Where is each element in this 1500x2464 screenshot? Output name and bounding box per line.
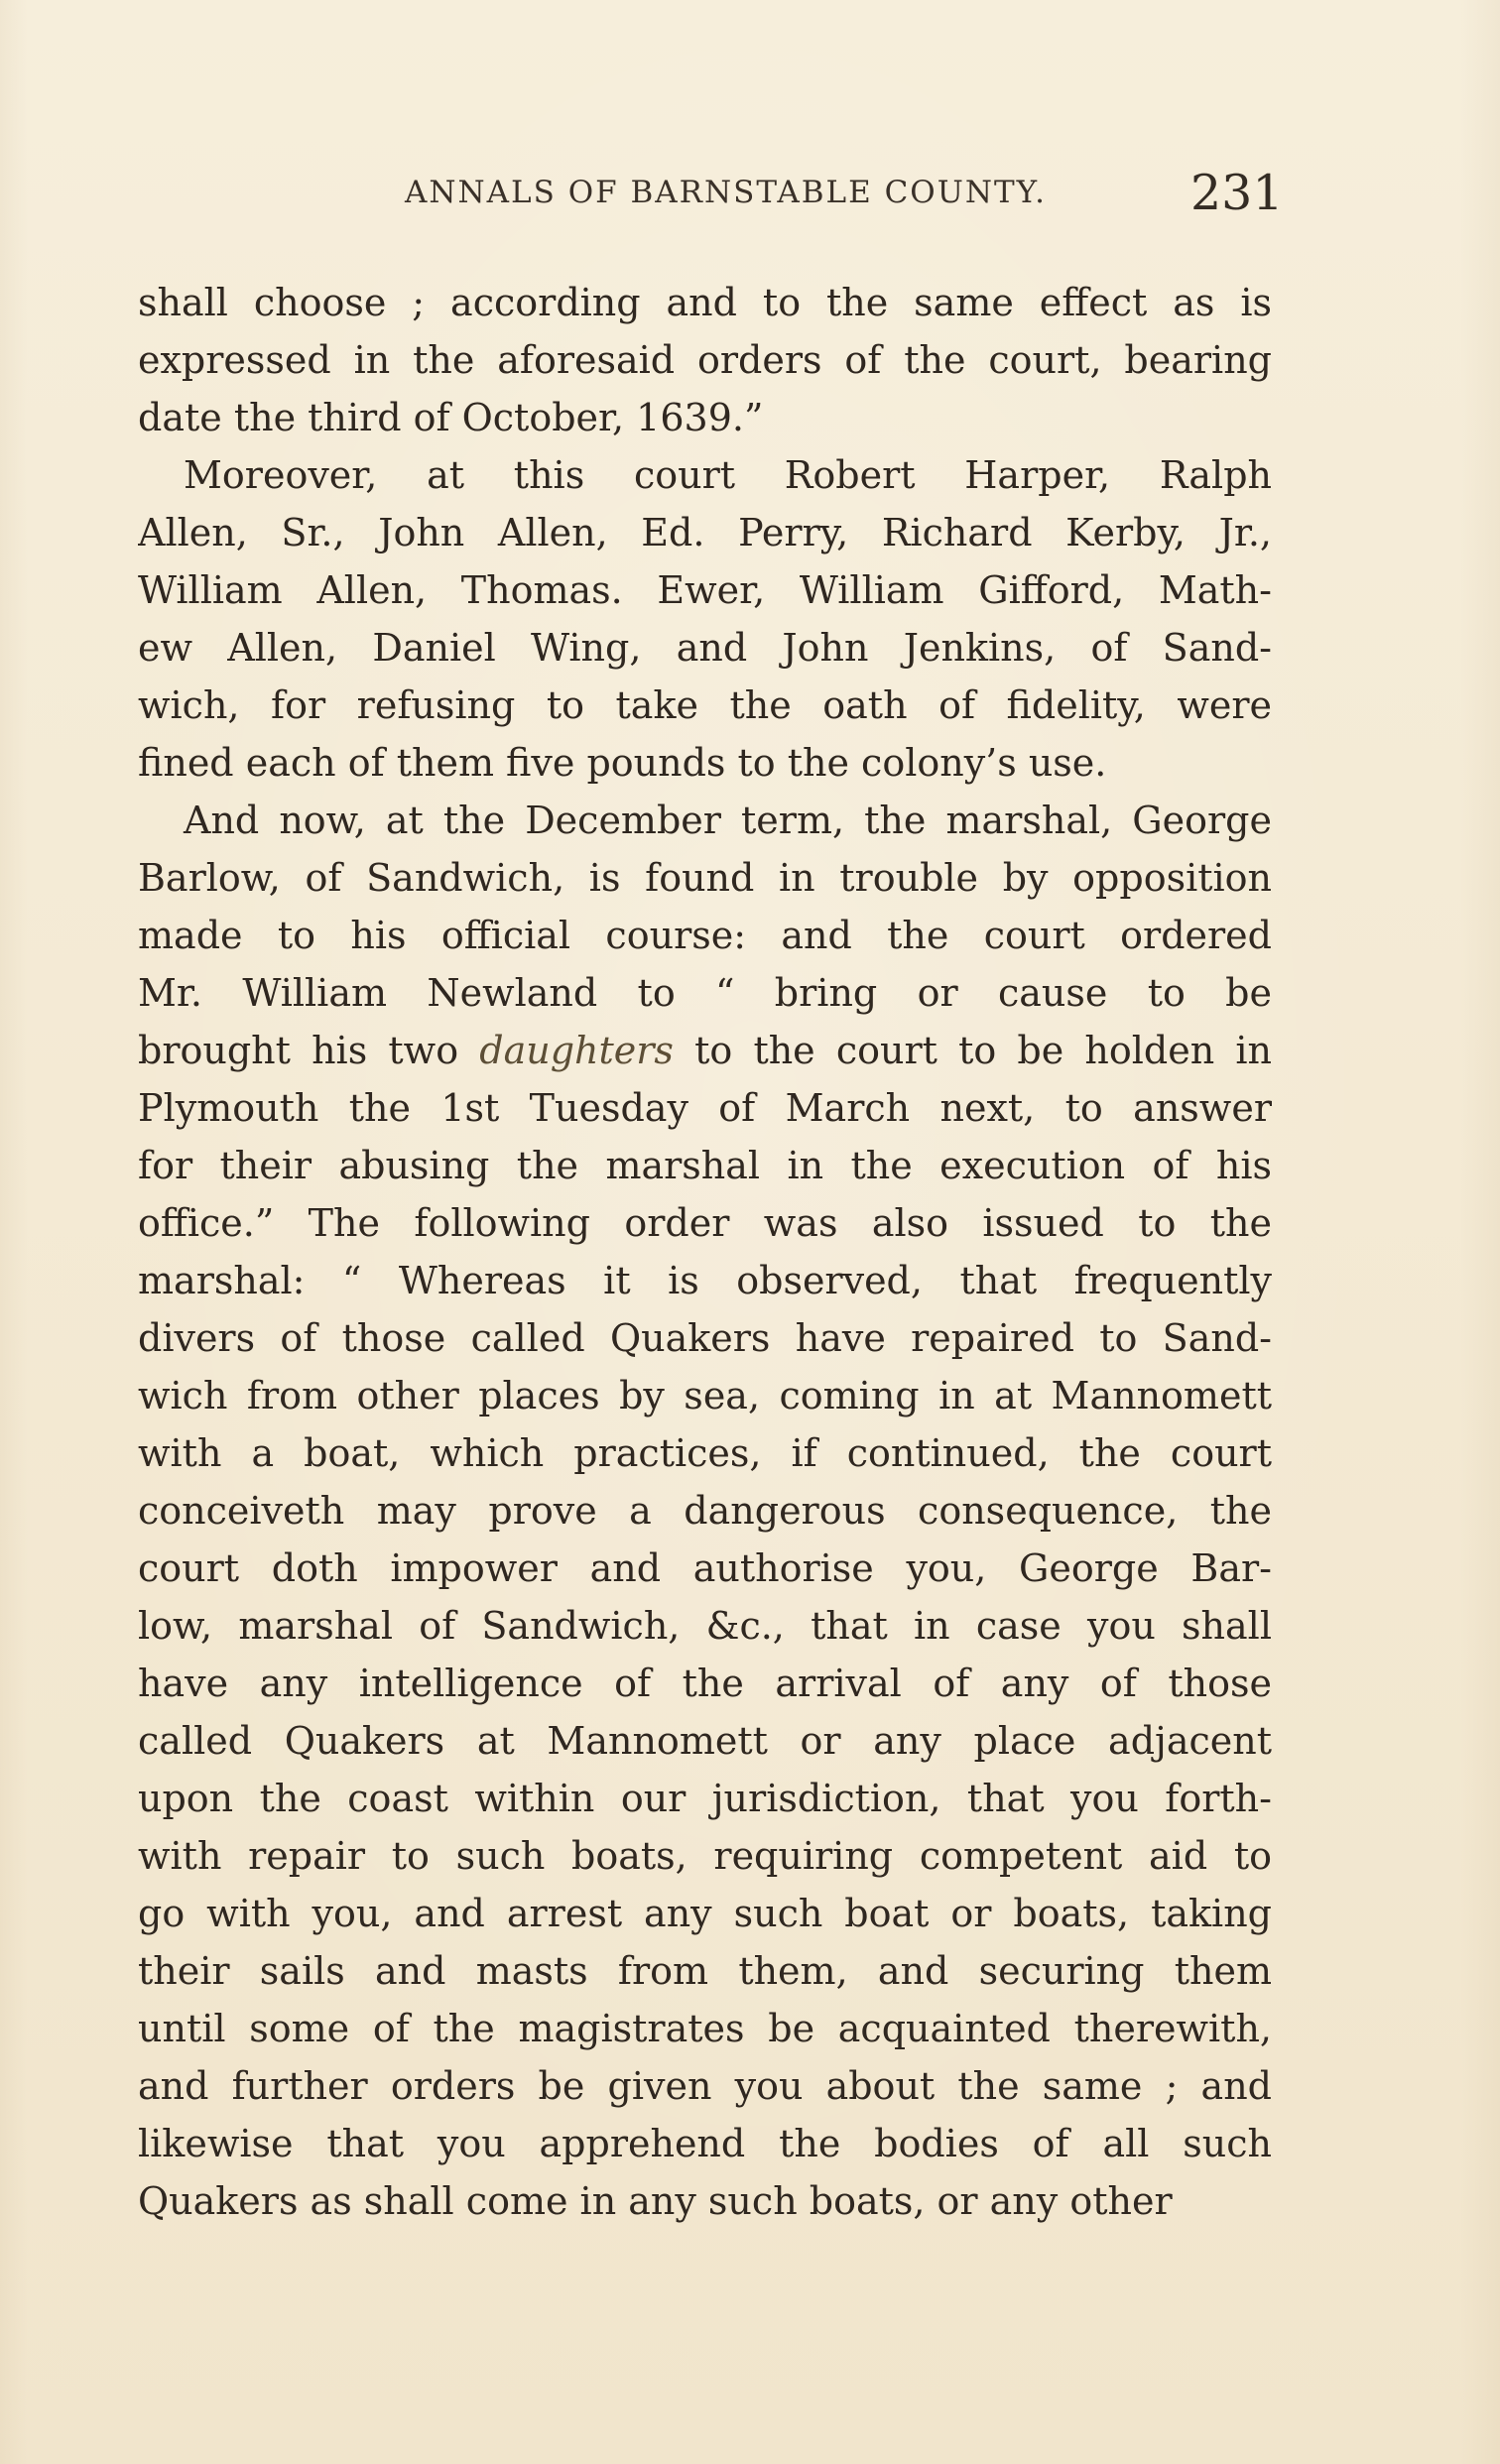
text-line-16: for their abusing the marshal in the execution of his <box>138 1144 1272 1187</box>
right-paper-shadow <box>1460 0 1500 2464</box>
text-line-20: wich from other places by sea, coming in at Mannomett <box>138 1374 1272 1417</box>
text-line-18: marshal: “ Whereas it is observed, that frequently <box>138 1259 1272 1302</box>
text-line-3: date the third of October, 1639.” <box>138 396 764 439</box>
line-14-before-italic: brought his two <box>138 1029 480 1072</box>
text-line-9: fined each of them five pounds to the colony’s use. <box>138 741 1107 785</box>
text-line-11: Barlow, of Sandwich, is found in trouble by opposition <box>138 856 1272 900</box>
text-line-5: Allen, Sr., John Allen, Ed. Perry, Richard Kerby, Jr., <box>138 511 1272 554</box>
text-line-2: expressed in the aforesaid orders of the court, bearing <box>138 338 1272 382</box>
text-line-33: likewise that you apprehend the bodies of all such <box>138 2122 1272 2165</box>
text-line-19: divers of those called Quakers have repaired to Sand- <box>138 1316 1272 1360</box>
running-head: ANNALS OF BARNSTABLE COUNTY. <box>405 175 1047 210</box>
text-line-29: go with you, and arrest any such boat or boats, taking <box>138 1892 1272 1935</box>
body-text <box>138 274 1272 2230</box>
text-line-27: upon the coast within our jurisdiction, that you forth- <box>138 1777 1272 1820</box>
text-line-22: conceiveth may prove a dangerous consequence, the <box>138 1489 1272 1533</box>
text-line-23: court doth impower and authorise you, George Bar- <box>138 1546 1272 1590</box>
text-line-10: And now, at the December term, the marshal, George <box>184 799 1272 842</box>
text-line-31: until some of the magistrates be acquainted therewith, <box>138 2007 1272 2050</box>
text-line-1: shall choose ; according and to the same effect as is <box>138 281 1272 324</box>
left-paper-shadow <box>0 0 28 2464</box>
page-number: 231 <box>1190 165 1284 221</box>
text-line-17: office.” The following order was also issued to the <box>138 1201 1272 1245</box>
text-line-8: wich, for refusing to take the oath of fidelity, were <box>138 683 1272 727</box>
text-line-12: made to his official course: and the court ordered <box>138 914 1272 957</box>
text-line-24: low, marshal of Sandwich, &c., that in case you shall <box>138 1604 1272 1648</box>
text-line-25: have any intelligence of the arrival of any of those <box>138 1662 1272 1705</box>
text-line-34: Quakers as shall come in any such boats, or any other <box>138 2179 1173 2223</box>
text-line-32: and further orders be given you about the same ; and <box>138 2064 1272 2108</box>
text-line-28: with repair to such boats, requiring competent aid to <box>138 1834 1272 1878</box>
italic-word: daughters <box>479 1029 674 1072</box>
line-14-after-italic: to the court to be holden in <box>673 1029 1272 1072</box>
text-line-14 <box>138 1022 1272 1079</box>
text-line-26: called Quakers at Mannomett or any place adjacent <box>138 1719 1272 1763</box>
text-line-4: Moreover, at this court Robert Harper, Ralph <box>184 453 1272 497</box>
text-line-15: Plymouth the 1st Tuesday of March next, to answer <box>138 1086 1272 1130</box>
text-line-7: ew Allen, Daniel Wing, and John Jenkins, of Sand- <box>138 626 1272 670</box>
text-line-6: William Allen, Thomas. Ewer, William Gifford, Math- <box>138 568 1272 612</box>
text-line-13: Mr. William Newland to “ bring or cause to be <box>138 971 1272 1015</box>
text-line-30: their sails and masts from them, and securing them <box>138 1949 1272 1993</box>
page-header <box>0 0 1500 238</box>
text-line-21: with a boat, which practices, if continued, the court <box>138 1431 1272 1475</box>
